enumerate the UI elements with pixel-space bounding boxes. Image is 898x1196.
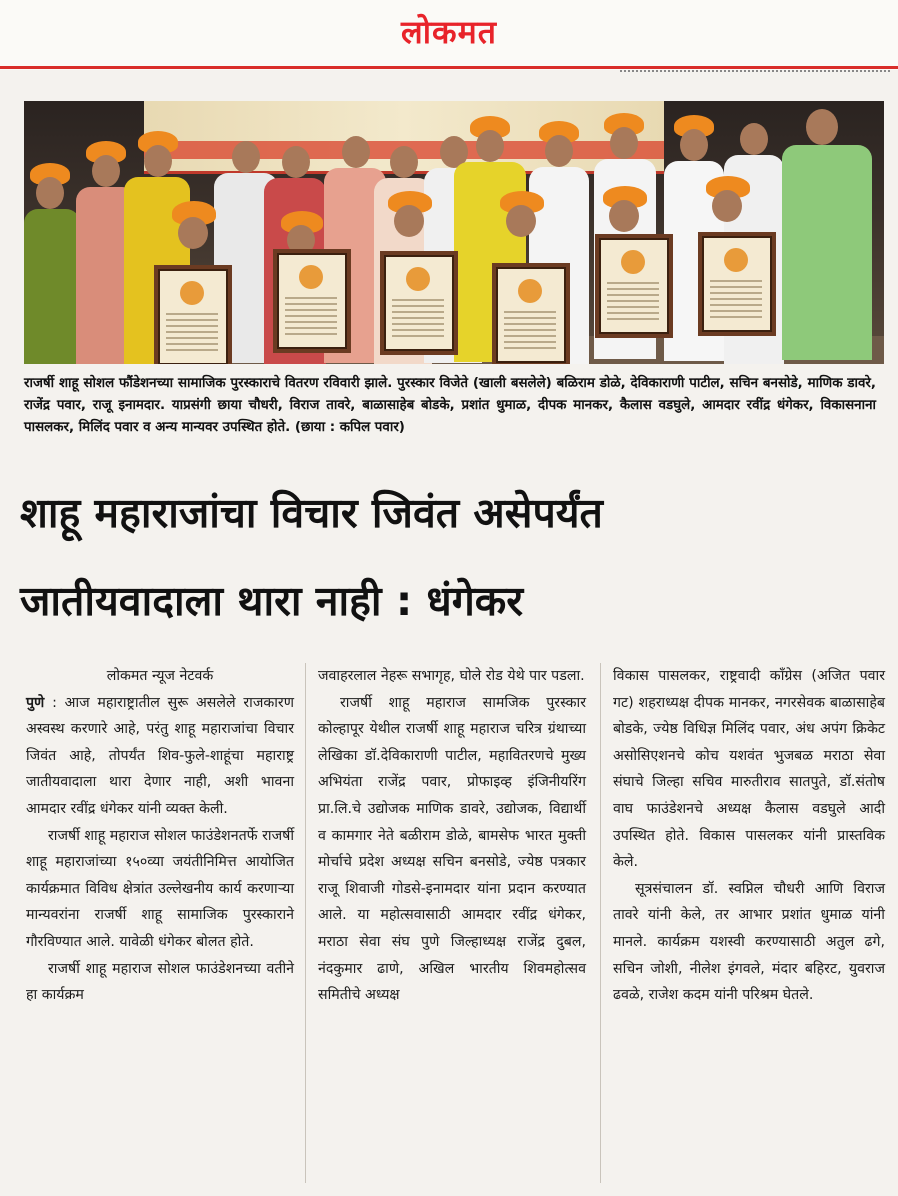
article-paragraph: जवाहरलाल नेहरू सभागृह, घोले रोड येथे पार पडला. bbox=[318, 668, 585, 684]
award-frame bbox=[492, 263, 570, 364]
award-frame bbox=[380, 251, 458, 355]
paragraph-text: : आज महाराष्ट्रातील सुरू असलेले राजकारण अस्वस्थ करणारे आहे, परंतु शाहू महाराजांचा विचार जिवंत आहे, तोपर्यंत शिव-फुले-शाहूंचा महाराष्ट्र जातीयवादाला थारा देणार नाही, अशी भावना आमदार रवींद्र धंगेकर यांनी व्यक्त केली. bbox=[26, 694, 294, 817]
award-frame bbox=[154, 265, 232, 364]
article-paragraph: विकास पासलकर, राष्ट्रवादी काँग्रेस (अजित पवार गट) शहराध्यक्ष दीपक मानकर, नगरसेवक बाळासाहेब बोडके, ज्येष्ठ विधिज्ञ मिलिंद पवार, अंध अपंग क्रिकेट असोसिएशनचे कोच यशवंत भुजबळ मराठा सेवा संघाचे जिल्हा सचिव मारुतीराव सातपुते, डॉ.संतोष वाघ फाउंडेशनचे अध्यक्ष कैलास वडघुले आदी उपस्थित होते. विकास पासलकर यांनी प्रास्तविक केले. bbox=[613, 668, 885, 871]
article-column-2 bbox=[318, 663, 586, 1009]
headline-line-1: शाहू महाराजांचा विचार जिवंत असेपर्यंत bbox=[20, 489, 603, 537]
lokmat-logo: लोकमत bbox=[401, 13, 497, 51]
article-paragraph: राजर्षी शाहू महाराज सामजिक पुरस्कार कोल्हापूर येथील राजर्षी शाहू महाराज चरित्र ग्रंथाच्या लेखिका डॉ.देविकाराणी पाटील, महावितरणचे मुख्य अभियंता राजेंद्र पवार, प्रोफाइव्ह इंजिनीयरिंग प्रा.लि.चे उद्योजक माणिक डावरे, उद्योजक, विद्यार्थी व कामगार नेते बळीराम डोळे, बामसेफ भारत मुक्ती मोर्चाचे प्रदेश अध्यक्ष सचिन बनसोडे, ज्येष्ठ पत्रकार राजू शिवाजी गोडसे-इनामदार यांना प्रदान करण्यात आले. या महोत्सवासाठी आमदार रवींद्र धंगेकर, मराठा सेवा संघ पुणे जिल्हाध्यक्ष राजेंद्र दुबल, नंदकुमार ढाणे, अखिल भारतीय शिवमहोत्सव समितीचे अध्यक्ष bbox=[318, 694, 586, 1004]
masthead-rule bbox=[0, 66, 898, 69]
article-column-3 bbox=[613, 663, 885, 1009]
article-paragraph: सूत्रसंचालन डॉ. स्वप्निल चौधरी आणि विराज तावरे यांनी केले, तर आभार प्रशांत धुमाळ यांनी मानले. कार्यक्रम यशस्वी करण्यासाठी अतुल ढगे, सचिन जोशी, नीलेश इंगवले, मंदार बहिरट, युवराज ढवळे, राजेश कदम यांनी परिश्रम घेतले. bbox=[613, 880, 885, 1004]
headline-line-2: जातीयवादाला थारा नाही : धंगेकर bbox=[20, 577, 524, 625]
award-ceremony-photo bbox=[24, 101, 884, 364]
article-paragraph: राजर्षी शाहू महाराज सोशल फाउंडेशनच्या वतीने हा कार्यक्रम bbox=[26, 960, 294, 1004]
article-paragraph bbox=[26, 690, 294, 823]
award-frame bbox=[698, 232, 776, 336]
photo-caption: राजर्षी शाहू सोशल फौंडेशनच्या सामाजिक पुरस्काराचे वितरण रविवारी झाले. पुरस्कार विजेते (खाली बसलेले) बळिराम डोळे, देविकाराणी पाटील, सचिन बनसोडे, माणिक डावरे, राजेंद्र पवार, राजू इनामदार. याप्रसंगी छाया चौधरी, विराज तावरे, बाळासाहेब बोडके, प्रशांत धुमाळ, दीपक मानकर, कैलास वडघुले, आमदार रवींद्र धंगेकर, विकासनाना पासलकर, मिलिंद पवार व अन्य मान्यवर उपस्थित होते. (छाया : कपिल पवार) bbox=[24, 376, 876, 435]
article-column-1 bbox=[26, 663, 294, 1009]
masthead bbox=[0, 0, 898, 70]
award-frame bbox=[595, 234, 673, 338]
article-paragraph: राजर्षी शाहू महाराज सोशल फाउंडेशनतर्फे राजर्षी शाहू महाराजांच्या १५०व्या जयंतीनिमित्त आयोजित कार्यक्रमात विविध क्षेत्रांत उल्लेखनीय कार्य करणाऱ्या मान्यवरांना राजर्षी शाहू सामाजिक पुरस्काराने गौरविण्यात आले. यावेळी धंगेकर बोलत होते. bbox=[26, 827, 294, 950]
dateline: पुणे bbox=[26, 694, 45, 711]
award-frame bbox=[273, 249, 351, 353]
column-divider bbox=[600, 663, 601, 1183]
clipped-text-edge bbox=[620, 70, 890, 80]
column-divider bbox=[305, 663, 306, 1183]
byline: लोकमत न्यूज नेटवर्क bbox=[106, 668, 214, 684]
